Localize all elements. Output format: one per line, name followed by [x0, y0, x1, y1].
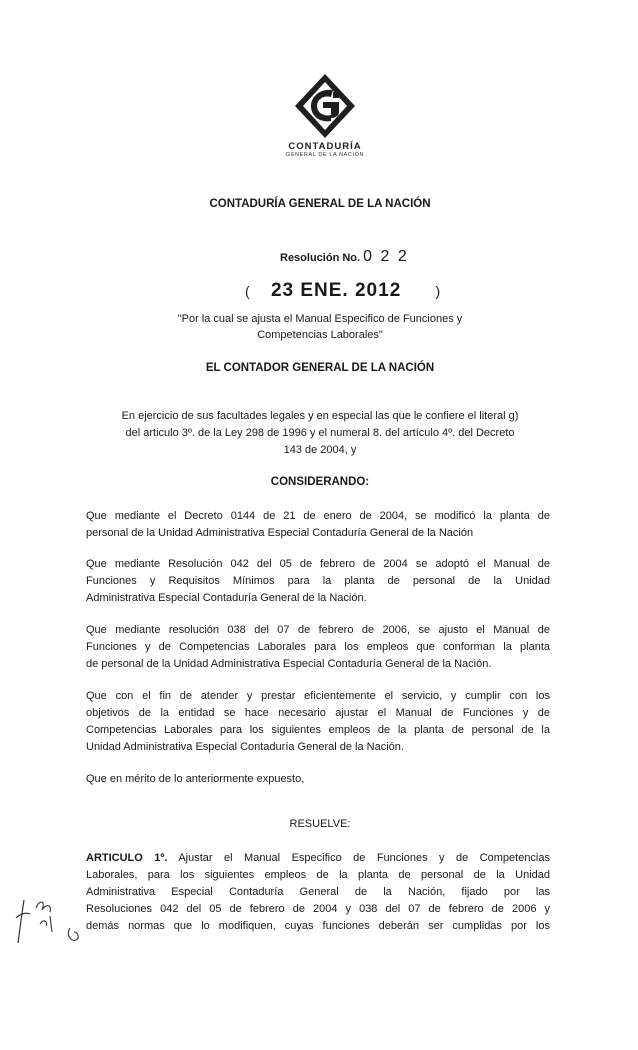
logo-name: CONTADURÍA [288, 141, 362, 152]
resolution-label: Resolución No. [280, 252, 361, 264]
resolution-number: 0 2 2 [363, 248, 409, 265]
resuelve-heading: RESUELVE: [289, 818, 351, 830]
article-line: Laborales, para los siguientes empleos de la planta de personal de la Unidad [86, 869, 550, 881]
paragraph-line: Que mediante el Decreto 0144 de 21 de enero de 2004, se modificó la planta de [86, 510, 550, 522]
paragraph-line: Competencias Laborales para los siguientes empleos de la planta de personal de la [86, 724, 550, 736]
article-first-line [86, 850, 550, 867]
resolution-date-line [245, 280, 441, 302]
paragraph-line: Administrativa Especial Contaduría General de la Nación. [86, 592, 367, 604]
paragraph-line: de personal de la Unidad Administrativa Especial Contaduría General de la Nación. [86, 658, 492, 670]
considerando-paragraph [86, 622, 550, 673]
author-title: EL CONTADOR GENERAL DE LA NACIÓN [205, 362, 435, 374]
date-open-paren: ( [245, 283, 251, 299]
institution-title: CONTADURÍA GENERAL DE LA NACIÓN [209, 198, 431, 210]
paragraph-line: Que mediante Resolución 042 del 05 de febrero de 2004 se adoptó el Manual de [86, 558, 550, 570]
powers-line: del articulo 3º. de la Ley 298 de 1996 y el numeral 8. del artículo 4º. del Decreto [125, 427, 515, 439]
subject-line: Competencias Laborales" [257, 329, 383, 341]
resolution-subject [60, 311, 580, 343]
paragraph-line: personal de la Unidad Administrativa Especial Contaduría General de la Nación [86, 527, 474, 539]
article-line: Administrativa Especial Contaduría General de la Nación, fijado por las [86, 886, 550, 898]
considerando-paragraph [86, 508, 550, 542]
paragraph-line: objetivos de la entidad se hace necesario ajustar el Manual de Funciones y de [86, 707, 550, 719]
date-close-paren: ) [435, 283, 442, 299]
resolution-number-line [280, 248, 409, 266]
paragraph-line: Unidad Administrativa Especial Contaduría General de la Nación. [86, 741, 404, 753]
legal-powers [75, 408, 565, 459]
paragraph-line: Funciones y de Competencias Laborales para los empleos que conforman la planta [86, 641, 550, 653]
paragraph-line: Funciones y Requisitos Mínimos para la planta de personal de la Unidad [86, 575, 550, 587]
subject-line: "Por la cual se ajusta el Manual Especifico de Funciones y [177, 313, 463, 325]
paragraph-line: Que mediante resolución 038 del 07 de febrero de 2006, se ajusto el Manual de [86, 624, 550, 636]
contaduria-emblem-icon [293, 72, 357, 140]
article-1 [86, 850, 550, 935]
considerando-paragraph [86, 556, 550, 607]
considerando-paragraph [86, 688, 550, 756]
article-line: Resoluciones 042 del 05 de febrero de 2004 y 038 del 07 de febrero de 2006 y [86, 903, 550, 915]
paragraph-line: Que en mérito de lo anteriormente expuesto, [86, 773, 305, 785]
resolution-date: 23 ENE. 2012 [270, 280, 402, 301]
powers-line: 143 de 2004, y [283, 444, 357, 456]
considerando-paragraph [86, 771, 550, 788]
institution-logo [280, 72, 370, 167]
handwritten-initials [10, 888, 90, 948]
powers-line: En ejercicio de sus facultades legales y en especial las que le confiere el literal g) [121, 410, 519, 422]
article-first-text: Ajustar el Manual Especifico de Funciones y de Competencias [167, 852, 550, 864]
considerando-heading: CONSIDERANDO: [270, 476, 370, 488]
article-label: ARTICULO 1º. [86, 852, 168, 864]
article-line: demás normas que lo modifiquen, cuyas funciones deberán ser cumplidas por los [86, 920, 550, 932]
paragraph-line: Que con el fin de atender y prestar eficientemente el servicio, y cumplir con los [86, 690, 550, 702]
logo-subname: GENERAL DE LA NACIÓN [285, 152, 365, 158]
